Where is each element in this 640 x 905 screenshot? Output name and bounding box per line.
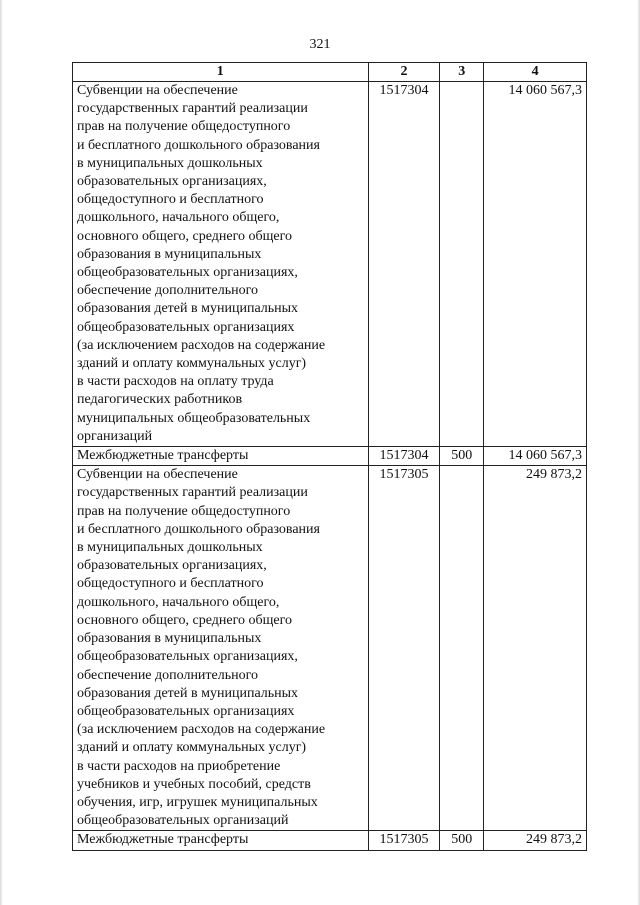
expense-name-line: основного общего, среднего общего (77, 612, 293, 628)
expense-name-line: и бесплатного дошкольного образования (77, 521, 320, 537)
amount-cell: 14 060 567,3 (484, 82, 587, 447)
expense-name-line: обучения, игр, игрушек муниципальных (77, 794, 318, 810)
expense-name-line: Межбюджетные трансферты (77, 448, 249, 464)
table-row (73, 831, 587, 850)
expense-name-line: образования в муниципальных (77, 631, 262, 647)
expense-name-line: в части расходов на приобретение (77, 758, 281, 774)
target-code-cell: 1517305 (368, 831, 440, 850)
expense-type-cell (440, 82, 484, 447)
expense-name-line: в муниципальных дошкольных (77, 155, 263, 171)
table-body (73, 82, 587, 851)
expense-name-line: Межбюджетные трансферты (77, 832, 249, 848)
expense-name-line: образования детей в муниципальных (77, 685, 299, 701)
scan-edge-left (0, 0, 3, 905)
page-number: 321 (309, 37, 331, 52)
expense-name-line: в части расходов на оплату труда (77, 374, 274, 390)
expense-name-cell (73, 831, 369, 850)
header-col-2: 2 (368, 63, 440, 82)
expense-name-line: обеспечение дополнительного (77, 667, 259, 683)
target-code-cell: 1517304 (368, 447, 440, 466)
expense-type-cell (440, 466, 484, 831)
expense-name-line: обеспечение дополнительного (77, 283, 259, 299)
table-row (73, 466, 587, 831)
expense-name-line: педагогических работников (77, 392, 243, 408)
target-code-cell: 1517304 (368, 82, 440, 447)
expense-name-line: муниципальных общеобразовательных (77, 410, 311, 426)
expense-name-cell (73, 466, 369, 831)
expense-name-line: общедоступного и бесплатного (77, 192, 264, 208)
expense-name-line: основного общего, среднего общего (77, 228, 293, 244)
target-code-cell: 1517305 (368, 466, 440, 831)
table-row (73, 447, 587, 466)
expense-name-cell (73, 447, 369, 466)
expense-name-line: дошкольного, начального общего, (77, 594, 280, 610)
expense-name-cell (73, 82, 369, 447)
expense-type-cell: 500 (440, 831, 484, 850)
expense-name-line: дошкольного, начального общего, (77, 210, 280, 226)
expense-name-line: образовательных организациях, (77, 558, 267, 574)
expense-type-cell: 500 (440, 447, 484, 466)
table-header (73, 63, 587, 82)
expense-name-line: образования в муниципальных (77, 246, 262, 262)
expense-name-line: общеобразовательных организациях, (77, 649, 298, 665)
expense-name-line: и бесплатного дошкольного образования (77, 137, 320, 153)
expense-name-line: государственных гарантий реализации (77, 101, 308, 117)
expense-name-line: (за исключением расходов на содержание (77, 722, 326, 738)
amount-cell: 14 060 567,3 (484, 447, 587, 466)
header-row (73, 63, 587, 82)
expense-name-line: общеобразовательных организациях, (77, 265, 298, 281)
table-row (73, 82, 587, 447)
expense-name-line: (за исключением расходов на содержание (77, 337, 326, 353)
expense-name-line: общеобразовательных организациях (77, 703, 295, 719)
amount-cell: 249 873,2 (484, 831, 587, 850)
expense-name-line: государственных гарантий реализации (77, 485, 308, 501)
expense-name-line: зданий и оплату коммунальных услуг) (77, 740, 307, 756)
expense-name-line: общеобразовательных организаций (77, 813, 289, 829)
expense-name-line: зданий и оплату коммунальных услуг) (77, 356, 307, 372)
expense-name-line: образования детей в муниципальных (77, 301, 299, 317)
budget-table (72, 62, 587, 851)
header-col-3: 3 (440, 63, 484, 82)
expense-name-line: в муниципальных дошкольных (77, 540, 263, 556)
expense-name-line: прав на получение общедоступного (77, 119, 291, 135)
expense-name-line: Субвенции на обеспечение (77, 83, 238, 98)
amount-cell: 249 873,2 (484, 466, 587, 831)
expense-name-line: организаций (77, 428, 153, 444)
expense-name-line: общедоступного и бесплатного (77, 576, 264, 592)
header-col-1: 1 (73, 63, 369, 82)
expense-name-line: прав на получение общедоступного (77, 503, 291, 519)
expense-name-line: Субвенции на обеспечение (77, 467, 238, 483)
expense-name-line: образовательных организациях, (77, 174, 267, 190)
header-col-4: 4 (484, 63, 587, 82)
expense-name-line: учебников и учебных пособий, средств (77, 776, 311, 792)
expense-name-line: общеобразовательных организациях (77, 319, 295, 335)
